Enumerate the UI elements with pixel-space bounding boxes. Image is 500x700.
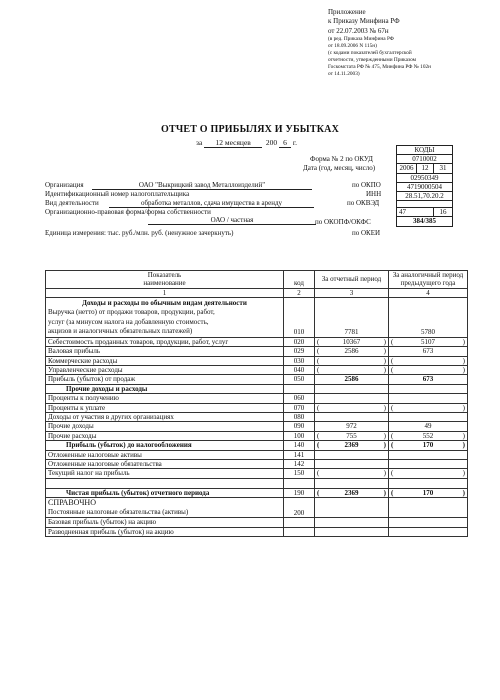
period-year-prefix: 200: [265, 138, 278, 147]
row-previous-value: 49: [389, 422, 468, 431]
period-suffix: г.: [292, 138, 298, 147]
paren-close: ): [462, 337, 465, 346]
header-indicator: Показатель: [46, 271, 284, 280]
row-current-value: 10367: [342, 337, 361, 346]
row-code: 070: [284, 403, 315, 412]
paren-close: ): [462, 403, 465, 412]
row-name: [46, 498, 284, 518]
col-number: 4: [389, 288, 468, 297]
okei-code: 384/385: [397, 217, 453, 226]
empty-cell: [389, 384, 468, 393]
row-name: Отложенные налоговые обязательства: [46, 460, 284, 469]
row-name-line: услуг (за минусом налога на добавленную стоимость,: [48, 317, 209, 326]
legal-form-value: ОАО / частная: [148, 216, 316, 225]
row-current-cell: [315, 356, 389, 365]
row-code: 190: [284, 488, 315, 497]
row-name: Прибыль (убыток) от продаж: [46, 375, 284, 384]
inn-label: Идентификационный номер налогоплательщика: [45, 190, 190, 198]
date-month: 12: [417, 164, 434, 173]
paren-close: ): [462, 441, 465, 450]
paren-open: (: [317, 347, 320, 356]
row-code: 090: [284, 422, 315, 431]
row-name: Проценты к уплате: [46, 403, 284, 412]
paren-open: (: [317, 441, 320, 450]
paren-open: (: [317, 469, 320, 478]
paren-close: ): [462, 488, 465, 497]
paren-close: ): [383, 356, 386, 365]
paren-close: ): [383, 431, 386, 440]
inn-code: 4719000504: [397, 182, 453, 191]
row-code: 040: [284, 365, 315, 374]
row-previous-value: 5107: [421, 337, 435, 346]
row-current-cell: [315, 488, 389, 497]
okpo-label: по ОКПО: [352, 181, 381, 189]
period-months: 12 месяцев: [204, 138, 262, 148]
empty-cell: [389, 450, 468, 459]
empty-cell: [389, 498, 468, 518]
empty-cell: [315, 394, 389, 403]
paren-close: ): [383, 347, 386, 356]
paren-open: (: [391, 431, 394, 440]
row-code: 141: [284, 450, 315, 459]
paren-open: (: [317, 431, 320, 440]
header-current-period: За отчетный период: [315, 271, 389, 289]
row-previous-cell: [389, 365, 468, 374]
appendix-line: Приложение: [328, 8, 366, 16]
empty-cell: [284, 518, 315, 527]
empty-cell: [284, 527, 315, 536]
row-current-value: 755: [346, 431, 357, 440]
paren-close: ): [462, 469, 465, 478]
paren-open: (: [317, 337, 320, 346]
okpo-code: 02950349: [397, 173, 453, 182]
row-name: Валовая прибыль: [46, 347, 284, 356]
row-name: Прочие доходы: [46, 422, 284, 431]
row-previous-cell: [389, 431, 468, 440]
paren-open: (: [317, 365, 320, 374]
row-previous-value: 673: [389, 347, 468, 356]
empty-cell: [315, 527, 389, 536]
col-number: 1: [46, 288, 284, 297]
empty-cell: [389, 518, 468, 527]
paren-open: (: [317, 403, 320, 412]
row-name-line: акцизов и аналогичных обязательных платежей): [48, 327, 193, 336]
okud-code: 0710002: [397, 155, 453, 164]
row-name: Управленческие расходы: [46, 365, 284, 374]
row-name-line: Постоянные налоговые обязательства (активы): [48, 507, 189, 516]
appendix-line: отчетности, утвержденными Приказом: [328, 56, 416, 63]
row-previous-value: 673: [389, 375, 468, 384]
date-year: 2006: [397, 164, 417, 173]
appendix-line: от 18.09.2006 N 115н): [328, 42, 377, 49]
row-name: Себестоимость проданных товаров, продукции, работ, услуг: [46, 337, 284, 346]
row-current-cell: [315, 403, 389, 412]
paren-close: ): [383, 365, 386, 374]
row-code: 050: [284, 375, 315, 384]
row-current-cell: [315, 469, 389, 478]
okved-label: по ОКВЭД: [347, 199, 380, 207]
header-name: наименование: [46, 279, 284, 288]
row-current-cell: [315, 337, 389, 346]
activity-label: Вид деятельности: [45, 199, 99, 207]
row-previous-value: 170: [422, 441, 434, 450]
date-label: Дата (год, месяц, число): [303, 164, 376, 172]
row-code: 029: [284, 347, 315, 356]
row-code: 030: [284, 356, 315, 365]
row-previous-value: 5780: [389, 298, 468, 338]
empty-cell: [46, 478, 284, 488]
inn-name: ИНН: [366, 190, 382, 198]
row-name: Коммерческие расходы: [46, 356, 284, 365]
row-current-cell: [315, 431, 389, 440]
empty-cell: [315, 518, 389, 527]
row-code: 140: [284, 441, 315, 450]
report-table: [45, 270, 468, 537]
row-current-value: 2586: [315, 375, 389, 384]
row-current-cell: [315, 365, 389, 374]
empty-cell: [284, 384, 315, 393]
paren-open: (: [391, 365, 394, 374]
row-code: 080: [284, 412, 315, 421]
report-title: ОТЧЕТ О ПРИБЫЛЯХ И УБЫТКАХ: [160, 124, 339, 135]
row-name: Отложенные налоговые активы: [46, 450, 284, 459]
row-previous-cell: [389, 488, 468, 497]
okved-code: 28.51,70.20.2: [397, 191, 453, 200]
empty-cell: [389, 460, 468, 469]
empty-cell: [389, 478, 468, 488]
row-current-cell: [315, 347, 389, 356]
org-label: Организация: [45, 181, 84, 189]
row-name: Доходы от участия в других организациях: [46, 412, 284, 421]
col-number: 2: [284, 288, 315, 297]
org-value: ОАО "Выкрицкий завод Металлоизделий": [92, 181, 312, 190]
report-period: [196, 138, 297, 148]
unit-label: Единица измерения: тыс. руб./млн. руб. (ненужное зачеркнуть): [45, 229, 234, 237]
row-current-value: 972: [315, 422, 389, 431]
appendix-line: к Приказу Минфина РФ: [328, 17, 400, 26]
row-code: 010: [284, 298, 315, 338]
row-name: Базовая прибыль (убыток) на акцию: [46, 518, 284, 527]
paren-close: ): [462, 356, 465, 365]
row-name: Чистая прибыль (убыток) отчетного периода: [46, 488, 284, 497]
appendix-line: Госкомстата РФ № 475, Минфина РФ № 102н: [328, 63, 431, 70]
empty-cell: [315, 460, 389, 469]
okfs-code: 16: [434, 208, 453, 217]
row-previous-value: 552: [422, 431, 434, 440]
codes-empty-cell: [397, 201, 453, 208]
paren-close: ): [383, 403, 386, 412]
appendix-line: от 22.07.2003 № 67н: [328, 26, 389, 35]
row-name: Разводненная прибыль (убыток) на акцию: [46, 527, 284, 536]
paren-open: (: [317, 488, 320, 497]
row-code: 060: [284, 394, 315, 403]
paren-open: (: [391, 488, 394, 497]
col-number: 3: [315, 288, 389, 297]
activity-value: обработка металлов, сдача имущества в аренду: [109, 199, 314, 208]
row-previous-cell: [389, 403, 468, 412]
row-current-cell: [315, 441, 389, 450]
empty-cell: [389, 412, 468, 421]
paren-open: (: [317, 356, 320, 365]
paren-close: ): [462, 431, 465, 440]
empty-cell: [315, 384, 389, 393]
okopf-label: по ОКОПФ/ОКФС: [315, 218, 371, 226]
appendix-line: от 14.11.2003): [328, 70, 360, 77]
row-name-line: Выручка (нетто) от продажи товаров, продукции, работ,: [48, 308, 215, 317]
empty-cell: [315, 450, 389, 459]
row-name: Прибыль (убыток) до налогообложения: [46, 441, 284, 450]
empty-cell: [315, 478, 389, 488]
header-previous-period: За аналогичный период предыдущего года: [389, 271, 468, 289]
row-code: 100: [284, 431, 315, 440]
empty-cell: [315, 412, 389, 421]
appendix-line: (в ред. Приказа Минфина РФ: [328, 35, 394, 42]
header-empty: [284, 271, 315, 280]
empty-cell: [315, 498, 389, 518]
row-name: [46, 298, 284, 338]
row-name: Проценты к получению: [46, 394, 284, 403]
section-title: Прочие доходы и расходы: [46, 384, 284, 393]
paren-close: ): [462, 365, 465, 374]
date-day: 31: [434, 164, 453, 173]
paren-close: ): [383, 337, 386, 346]
period-prefix: за: [196, 138, 203, 147]
row-name: Прочие расходы: [46, 431, 284, 440]
row-previous-value: 170: [422, 488, 434, 497]
empty-cell: [284, 478, 315, 488]
appendix-note: [328, 8, 498, 78]
codes-header: КОДЫ: [397, 146, 453, 155]
period-year-digit: 6: [279, 138, 291, 148]
okei-label: по ОКЕИ: [352, 229, 381, 237]
row-name: Текущий налог на прибыль: [46, 469, 284, 478]
row-current-value: 2369: [344, 441, 359, 450]
okud-label: Форма № 2 по ОКУД: [310, 155, 373, 163]
paren-open: (: [391, 441, 394, 450]
row-previous-cell: [389, 356, 468, 365]
row-current-value: 7781: [315, 298, 389, 338]
row-code: 020: [284, 337, 315, 346]
legal-form-label: Организационно-правовая форма/форма собственности: [45, 208, 211, 216]
header-code: код: [284, 279, 315, 288]
codes-table: [396, 145, 453, 227]
paren-open: (: [391, 337, 394, 346]
paren-close: ): [383, 441, 386, 450]
row-previous-cell: [389, 441, 468, 450]
appendix-line: (с кодами показателей бухгалтерской: [328, 49, 412, 56]
row-code: 142: [284, 460, 315, 469]
empty-cell: [389, 527, 468, 536]
row-previous-cell: [389, 469, 468, 478]
empty-cell: [389, 394, 468, 403]
row-current-value: 2369: [344, 488, 359, 497]
paren-close: ): [383, 469, 386, 478]
section-title: Доходы и расходы по обычным видам деятельности: [82, 299, 247, 308]
okopf-code: 47: [397, 208, 434, 217]
paren-close: ): [383, 488, 386, 497]
paren-open: (: [391, 403, 394, 412]
row-code: 150: [284, 469, 315, 478]
row-current-value: 2586: [344, 347, 359, 356]
row-code: 200: [284, 498, 315, 518]
paren-open: (: [391, 356, 394, 365]
paren-open: (: [391, 469, 394, 478]
row-previous-cell: [389, 337, 468, 346]
reference-title: СПРАВОЧНО: [48, 498, 96, 508]
